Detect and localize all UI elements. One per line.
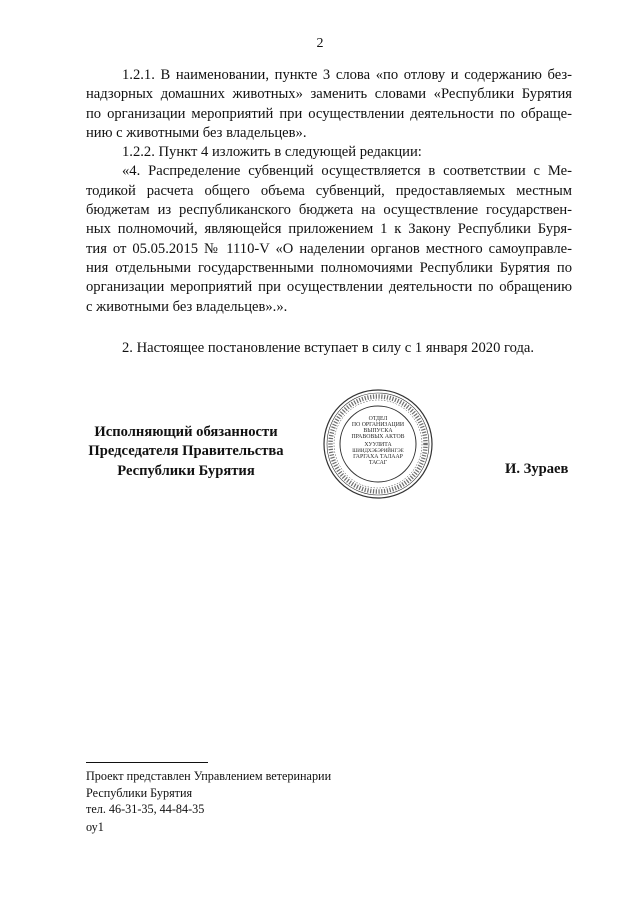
footnote-line: тел. 46-31-35, 44-84-35 — [86, 802, 205, 816]
stamp-text-line: ПРАВОВЫХ АКТОВ — [351, 434, 405, 440]
footnote-divider — [86, 762, 208, 763]
stamp-text-line: ВЫПУСКА — [363, 428, 393, 434]
text-line: «4. Распределение субвенций осуществляется в соответствии с Ме- — [122, 163, 572, 180]
text-line: по организации мероприятий при осуществлении деятельности по обраще- — [86, 105, 572, 122]
paragraph-1-2-1 — [86, 66, 572, 143]
paragraph-1-2-2 — [86, 143, 572, 162]
text-line: организации мероприятий при осуществлении деятельности по обращению — [86, 279, 572, 296]
text-line: тодикой расчета общего объема субвенций, предоставляемых местным — [86, 182, 572, 199]
stamp-text-line: ГАРГАХА ТАЛААР — [353, 454, 403, 460]
text-line: 2. Настоящее постановление вступает в силу с 1 января 2020 года. — [122, 339, 535, 356]
text-line: ния отдельными государственными полномочиями Республики Бурятия по — [86, 259, 572, 276]
signatory-title-line: Исполняющий обязанности — [94, 424, 278, 440]
signatory-title — [86, 423, 286, 481]
text-line: нию с животными без владельцев». — [86, 124, 307, 141]
text-line: 1.2.1. В наименовании, пункте 3 слова «по отлову и содержанию без- — [122, 67, 572, 83]
document-code: оу1 — [86, 820, 104, 834]
document-body — [86, 66, 572, 358]
stamp-text-line: ШИИДХЭБЭРИЙНГЭЕ — [352, 449, 404, 454]
text-line: тия от 05.05.2015 № 1110-V «О наделении органов местного самоуправле- — [86, 240, 572, 257]
text-line: ных полномочий, являющейся приложением 1 к Закону Республики Буря- — [86, 221, 572, 238]
stamp-text-line: ХУУЛИТА — [364, 442, 392, 448]
footnote-line: Проект представлен Управлением ветеринарии — [86, 769, 332, 783]
footnote-line: Республики Бурятия — [86, 785, 193, 800]
signer-name: И. Зураев — [505, 461, 569, 477]
official-stamp — [322, 388, 434, 500]
stamp-text-line: ТАСАГ — [368, 460, 388, 466]
text-line: надзорных домашних животных» заменить словами «Республики Бурятия — [86, 86, 572, 103]
signatory-title-line: Председателя Правительства — [88, 443, 284, 460]
paragraph-2 — [86, 339, 572, 358]
stamp-text-line: ОТДЕЛ — [368, 416, 388, 422]
page-number: 2 — [316, 36, 324, 51]
stamp-seal-graphic — [322, 388, 434, 500]
text-line: бюджетам из республиканского бюджета на осуществление государствен- — [86, 202, 572, 219]
text-line: 1.2.2. Пункт 4 изложить в следующей редакции: — [122, 144, 422, 161]
signatory-title-line: Республики Бурятия — [117, 462, 255, 479]
footnote — [86, 768, 331, 818]
stamp-text-line: ПО ОРГАНИЗАЦИИ — [351, 422, 405, 428]
text-line: с животными без владельцев».». — [86, 298, 288, 315]
paragraph-quoted-item-4 — [86, 162, 572, 316]
